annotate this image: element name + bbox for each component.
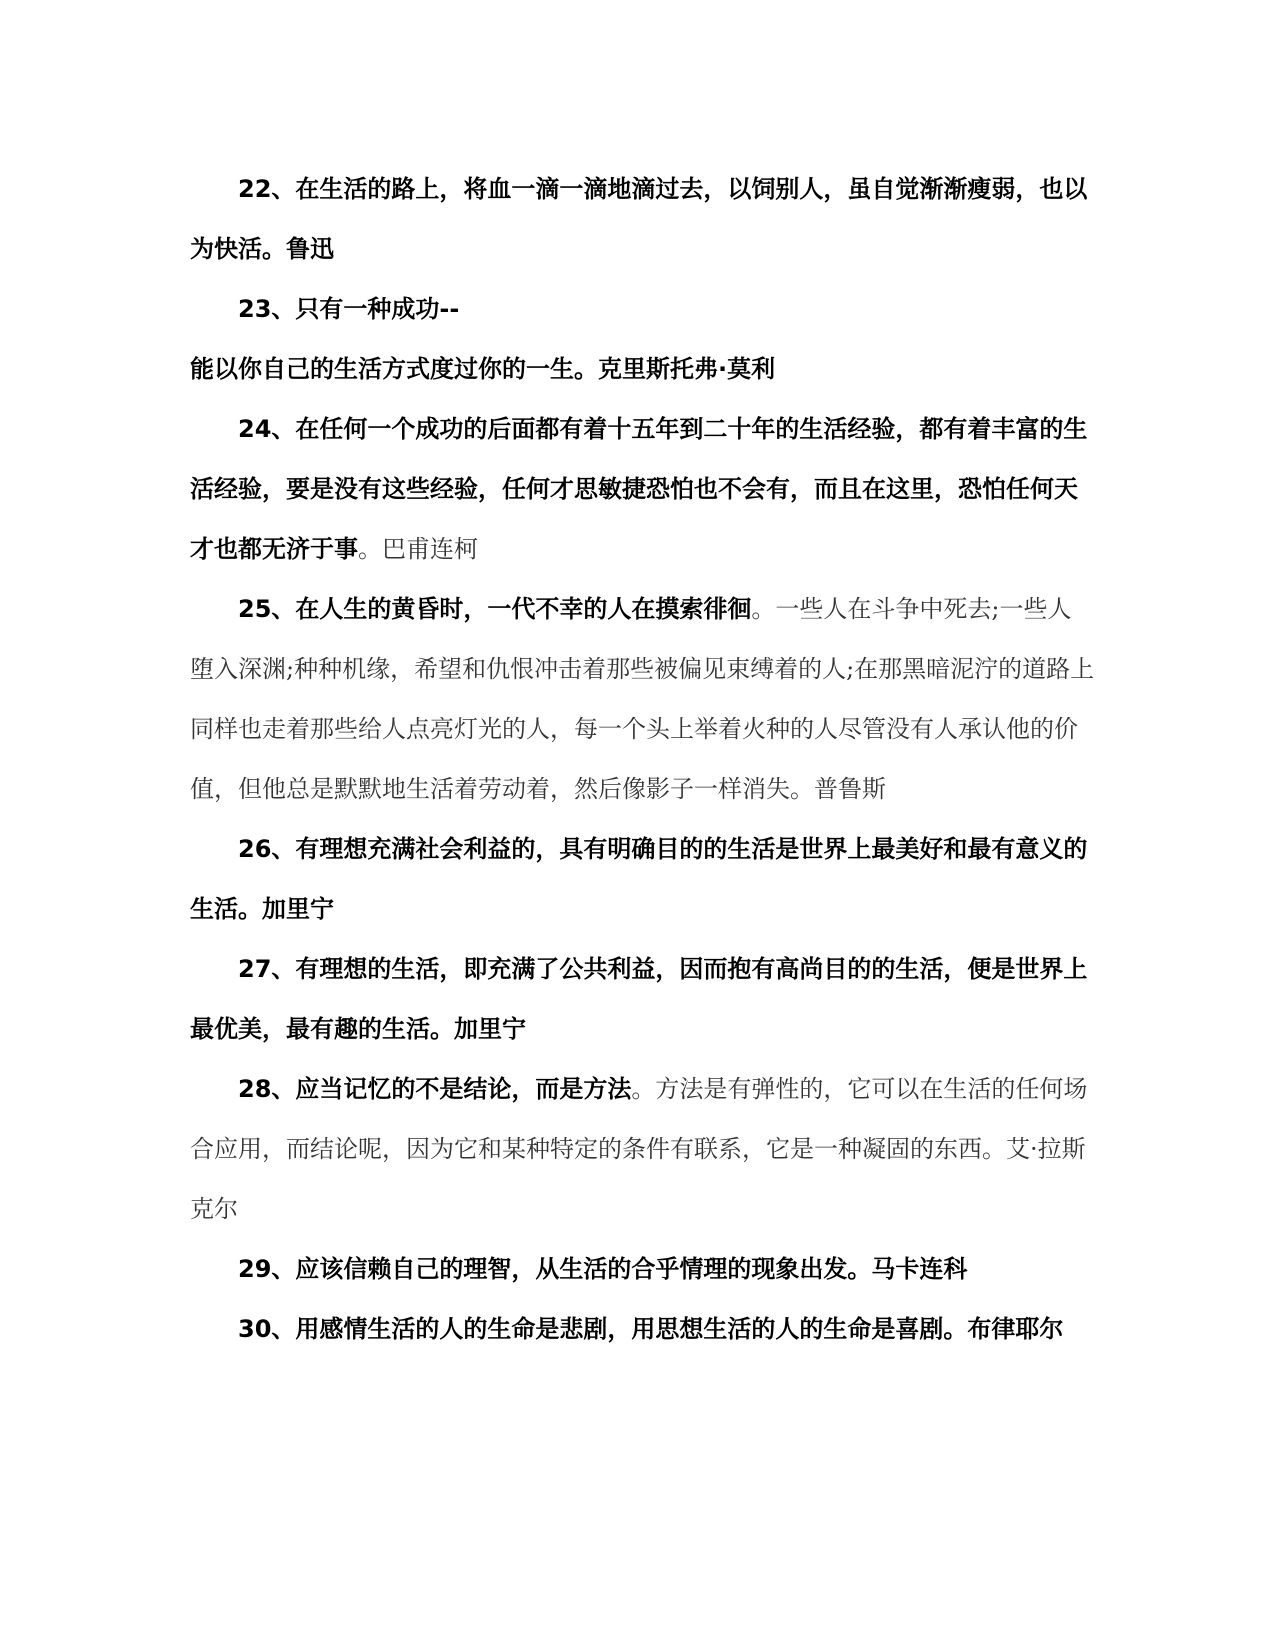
quote-paragraph-27 [190, 940, 1095, 1060]
quote-paragraph-23 [190, 280, 1095, 340]
quote-paragraph-25 [190, 580, 1095, 820]
quote-text-continued: 。一些人在斗争中死去;一些人堕入深渊;种种机缘，希望和仇恨冲击着那些被偏见束缚着的人;在那黑暗泥泞的道路上同样也走着那些给人点亮灯光的人，每一个头上举着火种的人尽管没有人承认他的价值，但他总是默默地生活着劳动着，然后像影子一样消失。普鲁斯 [190, 595, 1095, 803]
quote-paragraph-26 [190, 820, 1095, 940]
quote-text: 26、有理想充满社会利益的，具有明确目的的生活是世界上最美好和最有意义的生活。加里宁 [190, 835, 1088, 923]
quote-text-continued: 。方法是有弹性的，它可以在生活的任何场合应用，而结论呢，因为它和某种特定的条件有联系，它是一种凝固的东西。艾·拉斯克尔 [190, 1075, 1088, 1223]
quote-paragraph-28 [190, 1060, 1095, 1240]
document-body [190, 160, 1095, 1360]
quote-text: 27、有理想的生活，即充满了公共利益，因而抱有高尚目的的生活，便是世界上最优美，最有趣的生活。加里宁 [190, 955, 1088, 1043]
quote-paragraph-30 [190, 1300, 1095, 1360]
quote-paragraph-29 [190, 1240, 1095, 1300]
quote-text: 22、在生活的路上，将血一滴一滴地滴过去，以饲别人，虽自觉渐渐瘦弱，也以为快活。鲁迅 [190, 175, 1088, 263]
quote-text: 29、应该信赖自己的理智，从生活的合乎情理的现象出发。马卡连科 [238, 1255, 968, 1283]
quote-text-continued: 。巴甫连柯 [358, 535, 478, 563]
quote-paragraph-24 [190, 400, 1095, 580]
quote-text: 25、在人生的黄昏时，一代不幸的人在摸索徘徊 [238, 595, 752, 623]
quote-text: 23、只有一种成功-- [238, 295, 460, 323]
quote-paragraph-23-continued [190, 340, 1095, 400]
quote-text: 28、应当记忆的不是结论，而是方法 [238, 1075, 632, 1103]
quote-text: 24、在任何一个成功的后面都有着十五年到二十年的生活经验，都有着丰富的生活经验，要是没有这些经验，任何才思敏捷恐怕也不会有，而且在这里，恐怕任何天才也都无济于事 [190, 415, 1088, 563]
quote-text: 30、用感情生活的人的生命是悲剧，用思想生活的人的生命是喜剧。布律耶尔 [238, 1315, 1064, 1343]
quote-text: 能以你自己的生活方式度过你的一生。克里斯托弗·莫利 [190, 355, 776, 383]
quote-paragraph-22 [190, 160, 1095, 280]
